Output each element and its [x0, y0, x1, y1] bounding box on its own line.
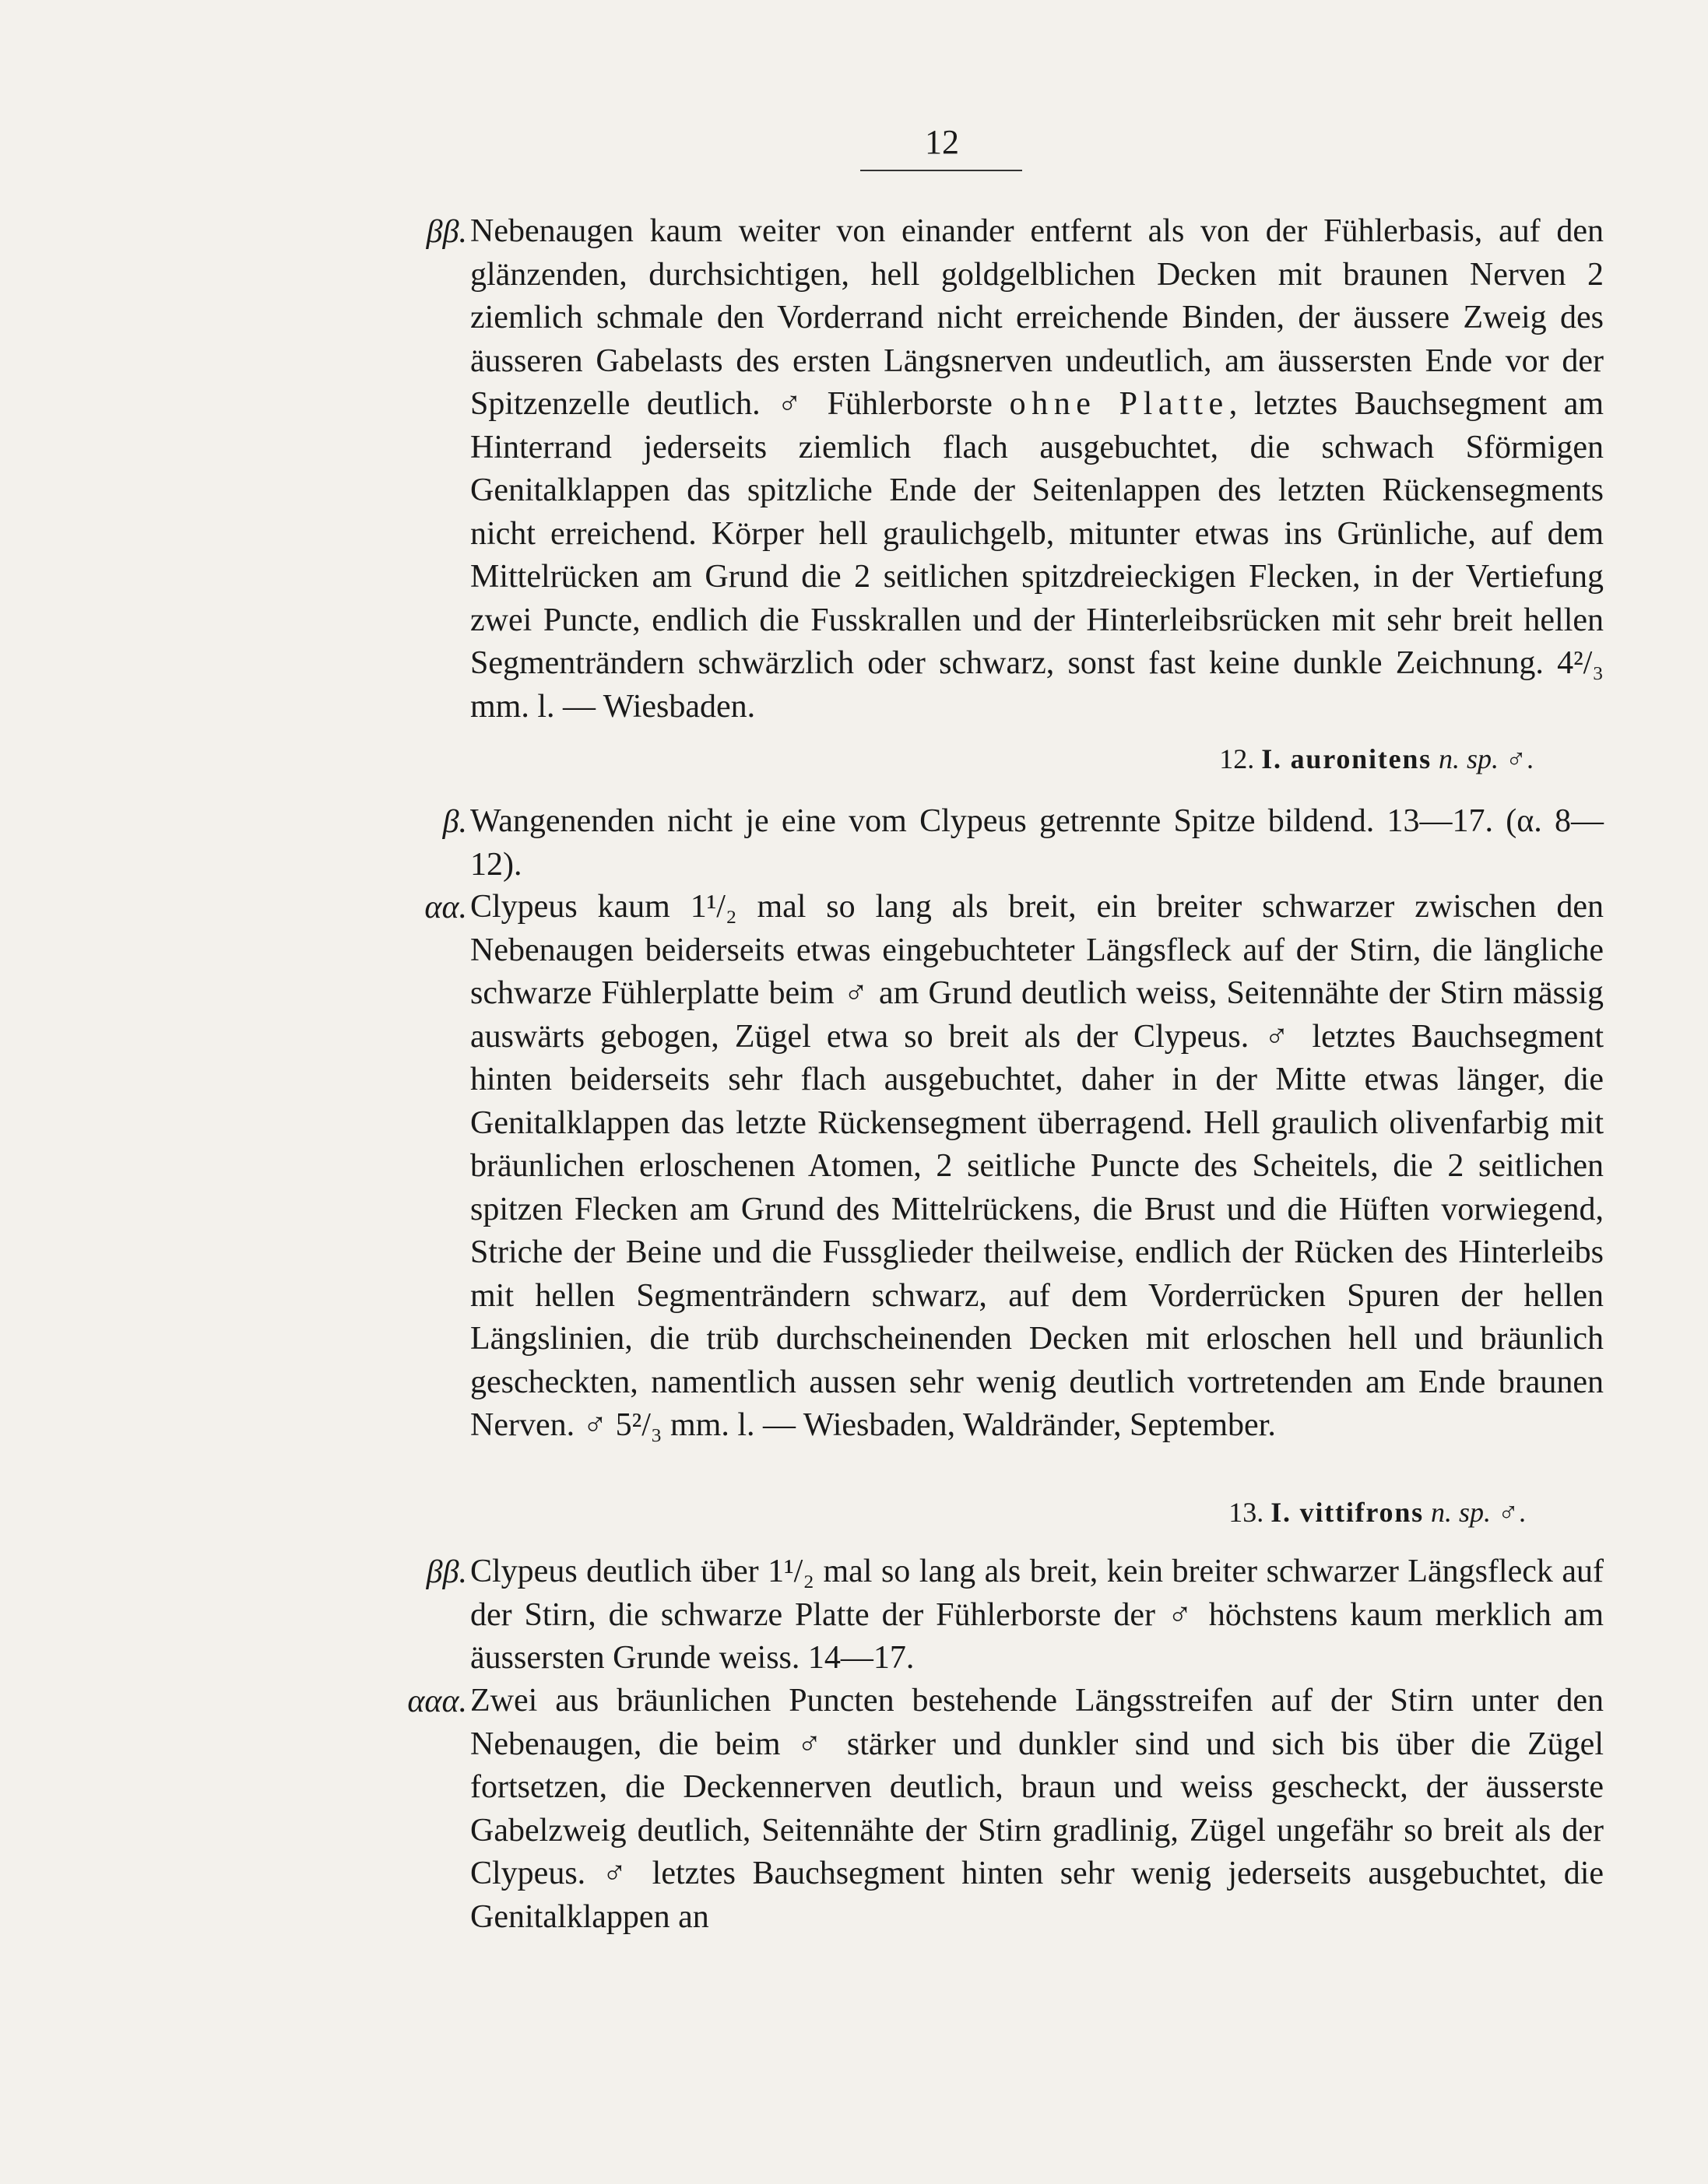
- entry-text: Nebenaugen kaum weiter von einander entfernt als von der Fühlerbasis, auf den glänzenden, durchsichtigen, hell goldgelblichen Decken mit braunen Nerven 2 ziemlich schmale den Vorderrand nicht erreichende Binden, der äussere Zweig des äusseren Gabelasts des ersten Längsnerven undeutlich, am äussersten Ende vor der Spitzenzelle deutlich. ♂ Fühlerborste: [470, 213, 1604, 422]
- entry-text-continued: , letztes Bauchsegment am Hinterrand jederseits ziemlich flach ausgebuchtet, die schwach Sförmigen Genitalklappen das spitzliche Ende der Seitenlappen des letzten Rückensegments nicht erreichend. Körper hell graulichgelb, mitunter etwas ins Grünliche, auf dem Mittelrücken am Grund die 2 seitlichen spitzdreieckigen Flecken, in der Vertiefung zwei Puncte, endlich die Fusskrallen und der Hinterleibsrücken mit sehr breit hellen Segmenträndern schwärzlich oder schwarz, sonst fast keine dunkle Zeichnung. 4²/₃ mm. l. — Wiesbaden.: [470, 386, 1604, 725]
- entry-paragraph: Zwei aus bräunlichen Puncten bestehende Längsstreifen auf der Stirn unter den Nebenaugen, die beim ♂ stärker und dunkler sind und sich bis über die Zügel fortsetzen, die Deckennerven deutlich, braun und weiss gescheckt, der äusserste Gabelzweig deutlich, Seitennähte der Stirn gradlinig, Zügel ungefähr so breit als der Clypeus. ♂ letztes Bauchsegment hinten sehr wenig jederseits ausgebuchtet, die Genitalklappen an: [470, 1683, 1604, 1935]
- species-sex: ♂.: [1498, 1497, 1526, 1528]
- key-label: ααα.: [407, 1684, 467, 1719]
- key-label: ββ.: [426, 1554, 467, 1590]
- entry-paragraph: Clypeus kaum 1¹/₂ mal so lang als breit, ein breiter schwarzer zwischen den Nebenaugen beiderseits etwas eingebuchteter Längsfleck auf der Stirn, die längliche schwarze Fühlerplatte beim ♂ am Grund deutlich weiss, Seitennähte der Stirn mässig auswärts gebogen, Zügel etwa so breit als der Clypeus. ♂ letztes Bauchsegment hinten beiderseits sehr flach ausgebuchtet, daher in der Mitte etwas länger, die Genitalklappen das letzte Rückensegment überragend. Hell graulich olivenfarbig mit bräunlichen erloschenen Atomen, 2 seitliche Puncte des Scheitels, die 2 seitlichen spitzen Flecken am Grund des Mittelrückens, die Brust und die Hüften vorwiegend, Striche der Beine und die Fussglieder theilweise, endlich der Rücken des Hinterleibs mit hellen Segmenträndern schwarz, auf dem Vorderrücken Spuren der hellen Längslinien, die trüb durchscheinenden Decken mit erloschen hell und bräunlich gescheckten, namentlich aussen sehr wenig deutlich vortretenden am Ende braunen Nerven. ♂ 5²/₃ mm. l. — Wiesbaden, Waldränder, September.: [470, 889, 1604, 1443]
- entry-paragraph: Wangenenden nicht je eine vom Clypeus getrennte Spitze bildend. 13—17. (α. 8—12).: [470, 803, 1604, 883]
- page-number: 12: [925, 123, 959, 161]
- species-name: I. auronitens: [1261, 743, 1432, 774]
- key-label: αα.: [424, 890, 467, 925]
- species-number: 13.: [1228, 1497, 1264, 1528]
- species-sex: ♂.: [1506, 743, 1534, 774]
- species-heading: [1012, 739, 1534, 778]
- species-authority: n. sp.: [1430, 1497, 1491, 1528]
- species-name: I. vittifrons: [1270, 1497, 1424, 1528]
- entry-paragraph: Clypeus deutlich über 1¹/₂ mal so lang als breit, kein breiter schwarzer Längsfleck auf der Stirn, die schwarze Platte der Fühlerborste der ♂ höchstens kaum merklich am äussersten Grunde weiss. 14—17.: [470, 1554, 1604, 1676]
- species-number: 12.: [1219, 743, 1255, 774]
- species-heading: [1012, 1493, 1526, 1532]
- key-label: ββ.: [426, 214, 467, 250]
- entry-paragraph: [470, 210, 1604, 729]
- spaced-emphasis: ohne Platte: [1009, 386, 1229, 422]
- key-label: β.: [442, 804, 467, 840]
- species-authority: n. sp.: [1438, 743, 1499, 774]
- page-number-rule: [860, 170, 1022, 171]
